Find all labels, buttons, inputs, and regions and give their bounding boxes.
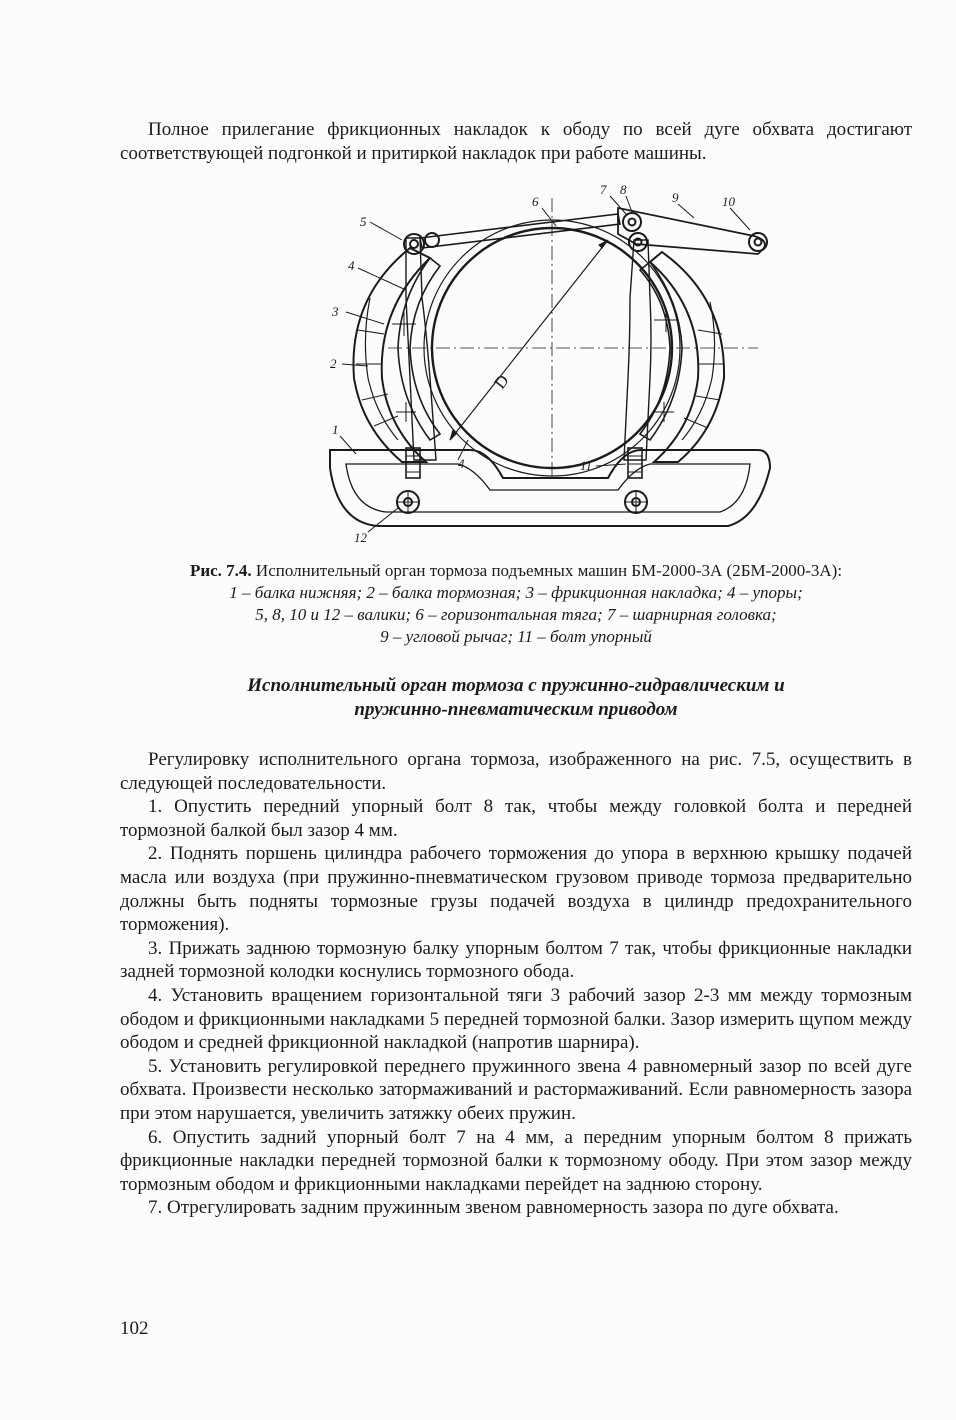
callout-9: 9 [672,190,679,205]
page-number: 102 [120,1318,149,1339]
diameter-line [450,240,608,440]
callout-6: 6 [532,194,539,209]
callout-5: 5 [360,214,367,229]
horizontal-rod [420,214,620,248]
section-heading-line-1: Исполнительный орган тормоза с пружинно-гидравлическим и [247,675,785,696]
brake-mechanism-figure [318,178,788,548]
caption-legend-2: 5, 8, 10 и 12 – валики; 6 – горизонтальная тяга; 7 – шарнирная головка; [255,605,777,624]
callout-7: 7 [600,182,607,197]
callout-1: 1 [332,422,339,437]
diameter-label: D [490,371,513,393]
figure-caption [108,560,924,648]
caption-legend-1: 1 – балка нижняя; 2 – балка тормозная; 3 – фрикционная накладка; 4 – упоры; [229,583,803,602]
paragraph-step-5: 5. Установить регулировкой переднего пружинного звена 4 равномерный зазор по всей дуге обхвата. Произвести несколько затормаживаний и растормаживаний. Если равномерность зазора при этом нарушается, увеличить затяжку обеих пружин. [120,1055,912,1124]
paragraph-step-6: 6. Опустить задний упорный болт 7 на 4 мм, а передним упорным болтом 8 прижать фрикционные накладки передней тормозной балки к тормозному ободу. При этом зазор между тормозным ободом и фрикционными накладками перейдет на заднюю сторону. [120,1126,912,1195]
callout-3: 3 [332,304,339,319]
body-text [120,748,912,1220]
intro-paragraph: Полное прилегание фрикционных накладок к ободу по всей дуге обхвата достигают соответствующей подгонкой и притиркой накладок при работе машины. [120,119,912,164]
callout-11: 11 [580,458,593,473]
right-brake-beam [650,252,724,462]
section-heading [120,674,912,722]
paragraph-step-7: 7. Отрегулировать задним пружинным звеном равномерность зазора по дуге обхвата. [148,1197,839,1219]
callout-4: 4 [348,258,355,273]
section-heading-line-2: пружинно-пневматическим приводом [354,699,678,720]
callout-10: 10 [722,194,735,209]
angular-lever [618,208,765,254]
callout-8: 8 [620,182,627,197]
caption-title: Исполнительный орган тормоза подъемных машин БМ-2000-3А (2БМ-2000-3А): [255,561,843,580]
left-brake-beam [353,248,430,462]
caption-legend-3: 9 – угловой рычаг; 11 – болт упорный [380,627,652,646]
paragraph-step-3: 3. Прижать заднюю тормозную балку упорным болтом 7 так, чтобы фрикционные накладки задней тормозной колодки коснулись тормозного обода. [120,937,912,983]
callout-12: 12 [354,530,367,545]
paragraph-step-4: 4. Установить вращением горизонтальной тяги 3 рабочий зазор 2-3 мм между тормозным ободом и фрикционными накладками 5 передней тормозной балки. Зазор измерить щупом между ободом и средней фрикционной накладкой (напротив шарнира). [120,984,912,1054]
paragraph-step-2: 2. Поднять поршень цилиндра рабочего торможения до упора в верхнюю крышку подачей масла или воздуха (при пружинно-пневматическом грузовом приводе тормоза предварительно должны быть подняты тормозные грузы подачей воздуха в цилиндр предохранительного торможения). [120,843,912,936]
callout-4-bottom: 4 [458,456,465,471]
lower-beam [330,450,770,526]
paragraph-step-1: 1. Опустить передний упорный болт 8 так, чтобы между головкой болта и передней тормозной балкой был зазор 4 мм. [120,796,912,841]
caption-number: Рис. 7.4. [189,561,252,580]
callout-2: 2 [330,356,337,371]
paragraph-intro: Регулировку исполнительного органа тормоза, изображенного на рис. 7.5, осуществить в следующей последовательности. [120,749,912,794]
left-friction-lining [398,258,440,440]
